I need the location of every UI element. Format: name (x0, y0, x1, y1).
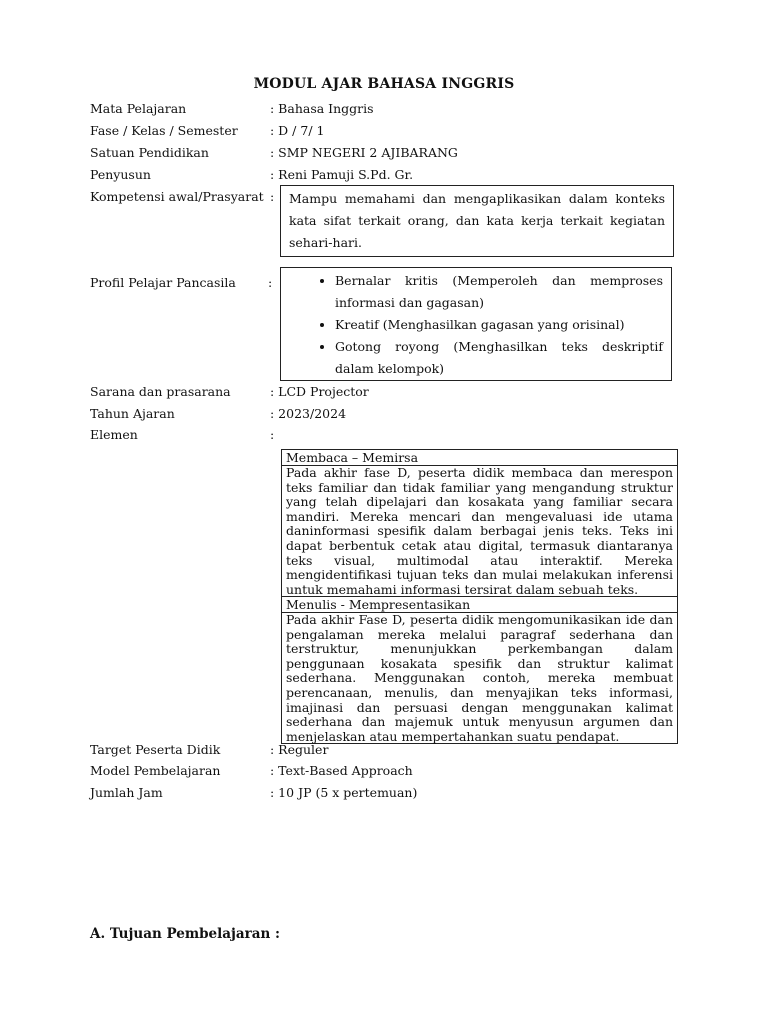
profil-item: • Kreatif (Menghasilkan gagasan yang orisinal) (335, 314, 663, 336)
field-label: Fase / Kelas / Semester (90, 123, 238, 138)
field-label: Kompetensi awal/Prasyarat (90, 189, 264, 204)
field-value: : 10 JP (5 x pertemuan) (270, 785, 418, 800)
field-value: : Reni Pamuji S.Pd. Gr. (270, 167, 414, 182)
field-value: : Text-Based Approach (270, 763, 413, 778)
elemen-heading-membaca: Membaca – Memirsa (282, 450, 677, 466)
field-label: Elemen (90, 427, 138, 442)
field-label: Penyusun (90, 167, 151, 182)
field-value: : LCD Projector (270, 384, 369, 399)
document-title: MODUL AJAR BAHASA INGGRIS (253, 76, 515, 92)
field-label: Tahun Ajaran (90, 406, 175, 421)
kompetensi-text: Mampu memahami dan mengaplikasikan dalam konteks kata sifat terkait orang, dan kata kerja terkait kegiatan sehari-hari. (289, 191, 665, 250)
field-label: Mata Pelajaran (90, 101, 187, 116)
field-value: : SMP NEGERI 2 AJIBARANG (270, 145, 458, 160)
field-label: Model Pembelajaran (90, 763, 221, 778)
field-label: Satuan Pendidikan (90, 145, 209, 160)
profil-item: • Gotong royong (Menghasilkan teks deskriptif dalam kelompok) (335, 336, 663, 380)
field-colon: : (268, 275, 273, 290)
kompetensi-box (280, 185, 674, 257)
field-colon: : (270, 189, 275, 204)
field-value: : Bahasa Inggris (270, 101, 374, 116)
field-label: Profil Pelajar Pancasila (90, 275, 236, 290)
elemen-table (281, 449, 678, 744)
section-a-heading: A. Tujuan Pembelajaran : (90, 926, 281, 942)
elemen-text-membaca: Pada akhir fase D, peserta didik membaca dan merespon teks familiar dan tidak familiar yang mengandung struktur yang telah dipelajari dan kosakata yang familiar secara mandiri. Mereka mencari dan mengevaluasi ide utama daninformasi spesifik dalam berbagai jenis teks. Teks ini dapat berbentuk cetak atau digital, termasuk diantaranya teks visual, multimodal atau interaktif. Mereka mengidentifikasi tujuan teks dan mulai melakukan inferensi untuk memahami informasi tersirat dalam sebuah teks. (282, 466, 677, 597)
field-value: : (270, 427, 275, 442)
field-label: Target Peserta Didik (90, 742, 221, 757)
field-value: : Reguler (270, 742, 329, 757)
profil-list (289, 270, 663, 380)
elemen-text-menulis: Pada akhir Fase D, peserta didik mengomunikasikan ide dan pengalaman mereka melalui paragraf sederhana dan terstruktur, menunjukkan perkembangan dalam penggunaan kosakata spesifik dan struktur kalimat sederhana. Menggunakan contoh, mereka membuat perencanaan, menulis, dan menyajikan teks informasi, imajinasi dan persuasi dengan menggunakan kalimat sederhana dan majemuk untuk menyusun argumen dan menjelaskan atau mempertahankan suatu pendapat. (286, 612, 673, 744)
field-value: : D / 7/ 1 (270, 123, 325, 138)
field-label: Sarana dan prasarana (90, 384, 231, 399)
field-label: Jumlah Jam (90, 785, 163, 800)
field-value: : 2023/2024 (270, 406, 347, 421)
profil-item: • Bernalar kritis (Memperoleh dan memproses informasi dan gagasan) (335, 270, 663, 314)
elemen-heading-menulis: Menulis - Mempresentasikan (282, 597, 677, 613)
profil-box (280, 267, 672, 381)
